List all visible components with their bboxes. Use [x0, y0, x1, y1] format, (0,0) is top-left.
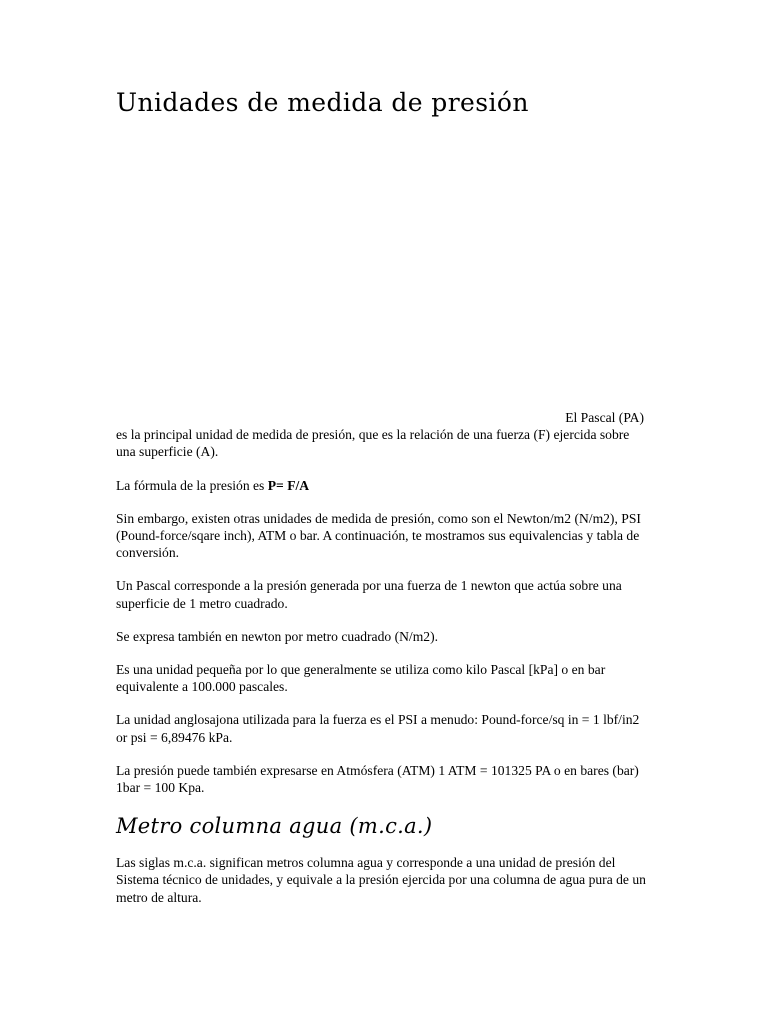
document-body: [116, 409, 652, 922]
paragraph-newton-per-m2: Se expresa también en newton por metro cuadrado (N/m2).: [116, 628, 438, 644]
document-page: [116, 0, 652, 1024]
formula-value: P= F/A: [267, 477, 310, 493]
intro-rest-text: es la principal unidad de medida de presión, que es la relación de una fuerza (F) ejercida sobre una superficie (A).: [116, 427, 630, 460]
paragraph-psi: La unidad anglosajona utilizada para la fuerza es el PSI a menudo: Pound-force/sq in = 1 lbf/in2 or psi = 6,89476 kPa.: [116, 712, 640, 745]
page-title: Unidades de medida de presión: [116, 88, 529, 117]
section-paragraph: Las siglas m.c.a. significan metros columna agua y corresponde a una unidad de presión del Sistema técnico de unidades, y equivale a la presión ejercida por una columna de agua pura de un metro de altura.: [116, 855, 646, 905]
paragraph-other-units: Sin embargo, existen otras unidades de medida de presión, como son el Newton/m2 (N/m2), PSI (Pound-force/sqare inch), ATM o bar. A continuación, te mostramos sus equivalencias y tabla de conversión.: [116, 510, 641, 561]
formula-prefix: La fórmula de la presión es: [116, 477, 268, 493]
paragraph-kilo-pascal: Es una unidad pequeña por lo que generalmente se utiliza como kilo Pascal [kPa] o en bar equivalente a 100.000 pascales.: [116, 662, 606, 695]
paragraph-atmosphere: La presión puede también expresarse en Atmósfera (ATM) 1 ATM = 101325 PA o en bares (bar) 1bar = 100 Kpa.: [116, 762, 639, 796]
section-heading: Metro columna agua (m.c.a.): [116, 814, 433, 839]
intro-lead-text: El Pascal (PA): [565, 410, 644, 425]
paragraph-pascal-definition: Un Pascal corresponde a la presión generada por una fuerza de 1 newton que actúa sobre una superficie de 1 metro cuadrado.: [116, 578, 622, 611]
intro-paragraph: [116, 409, 652, 461]
formula-paragraph: [116, 477, 652, 494]
